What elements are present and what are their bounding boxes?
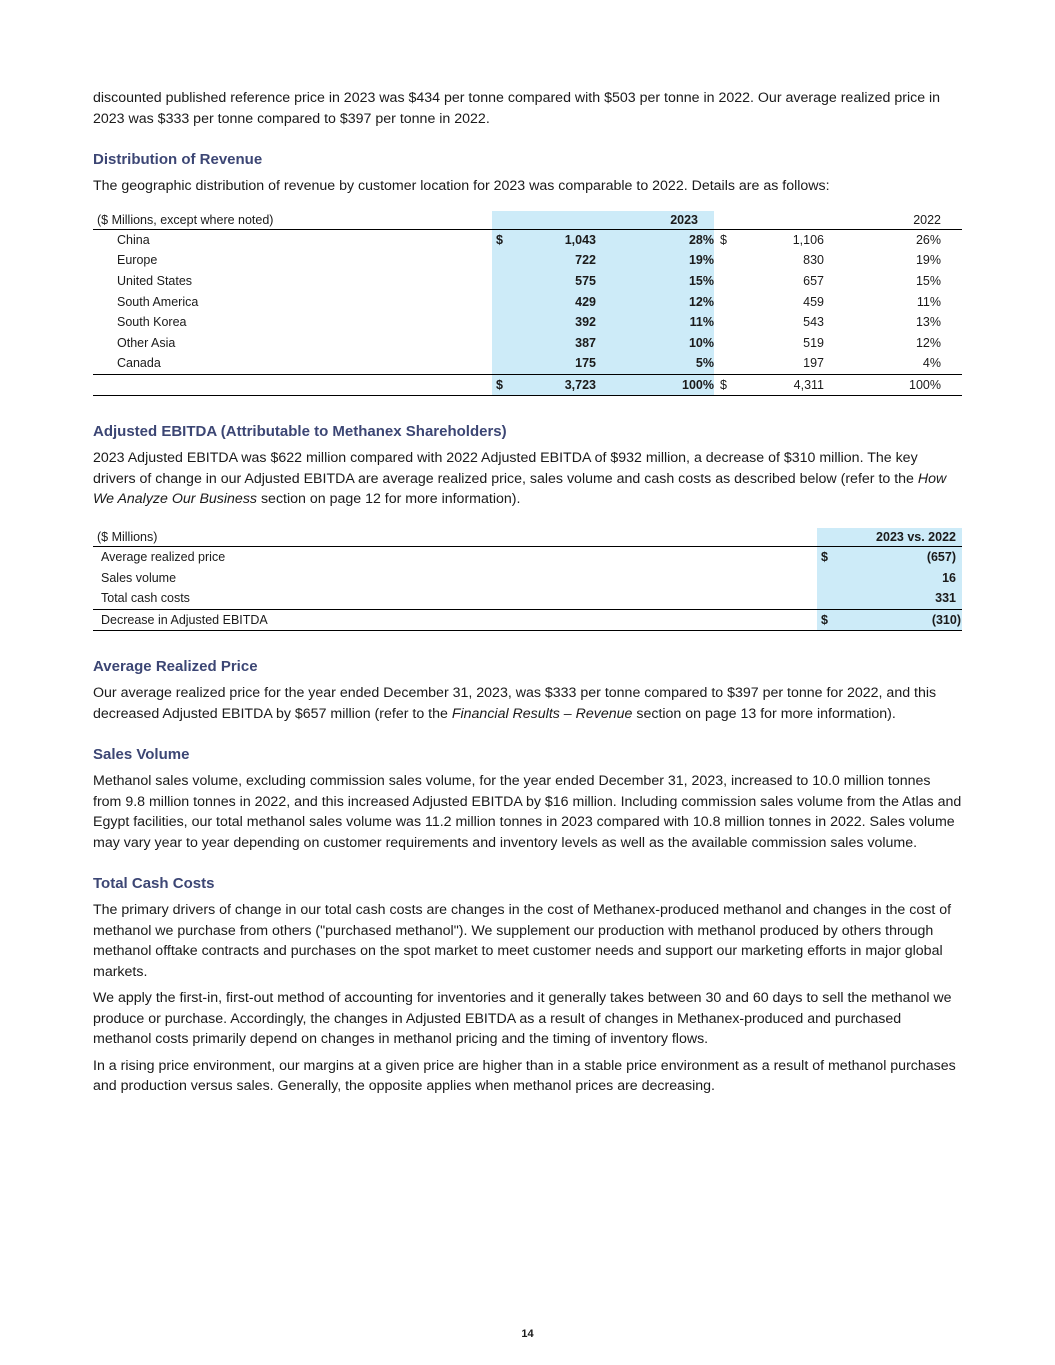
table-row [93, 567, 962, 588]
table-row [93, 250, 962, 271]
unit-label: ($ Millions, except where noted) [93, 211, 492, 230]
pct-2023: 28% [596, 229, 714, 250]
value-2022: 459 [803, 294, 824, 309]
table-row [93, 291, 962, 312]
region-label: China [117, 232, 150, 247]
pct-2023: 12% [596, 291, 714, 312]
table-header-row [93, 211, 962, 230]
currency-2022 [714, 271, 742, 292]
avg-price-paragraph: Our average realized price for the year ended December 31, 2023, was $333 per tonne compared to $397 per tonne for 2022, and this decreased Adjusted EBITDA by $657 million (refer to the Financial Results – Revenue section on page 13 for more information). [93, 685, 937, 722]
driver-currency: $ [817, 546, 847, 567]
table-total-row [93, 374, 962, 396]
pct-2023: 10% [596, 332, 714, 353]
revenue-distribution-table [93, 211, 962, 397]
currency-2023 [492, 312, 520, 333]
total-currency-2022: $ [714, 374, 742, 396]
driver-label: Total cash costs [101, 591, 190, 606]
pct-2022: 15% [915, 273, 941, 288]
pct-2022: 26% [915, 232, 941, 247]
table-row [93, 588, 962, 609]
ebitda-change-table [93, 528, 962, 631]
pct-2023: 5% [596, 353, 714, 374]
cash-costs-heading: Total Cash Costs [93, 875, 215, 893]
region-label: Other Asia [117, 335, 176, 350]
pct-2023: 11% [596, 312, 714, 333]
driver-value: 16 [847, 567, 962, 588]
value-2022: 543 [803, 315, 824, 330]
intro-paragraph: discounted published reference price in 2023 was $434 per tonne compared with $503 per tonne in 2022. Our average realized price in 2023 was $333 per tonne compared to $397 per tonne in 2022. [93, 90, 941, 127]
region-label: South Korea [117, 315, 187, 330]
total-pct-2022: 100% [824, 374, 941, 396]
pct-2022: 19% [915, 253, 941, 268]
cash-costs-paragraph-2: We apply the first-in, first-out method of accounting for inventories and it generally takes between 30 and 60 days to sell the methanol we produce or purchase. Accordingly, the changes in Adjusted EBITDA as a result of changes in Methanex-produced and purchased methanol costs primarily depend on changes in methanol pricing and the timing of inventory flows. [93, 990, 952, 1048]
total-currency: $ [817, 609, 847, 631]
driver-label: Average realized price [101, 550, 226, 565]
currency-2023 [492, 250, 520, 271]
col-header-2022: 2022 [824, 211, 941, 230]
currency-2023 [492, 291, 520, 312]
currency-2023: $ [492, 229, 520, 250]
total-label: Decrease in Adjusted EBITDA [93, 609, 817, 631]
table-row [93, 312, 962, 333]
region-label: Europe [117, 253, 158, 268]
page-number: 14 [521, 1328, 534, 1340]
driver-label: Sales volume [101, 570, 177, 585]
ebitda-paragraph: 2023 Adjusted EBITDA was $622 million compared with 2022 Adjusted EBITDA of $932 million, a decrease of $310 million. The key drivers of change in our Adjusted EBITDA are average realized price, sales volume and cash costs as described below (refer to the How We Analyze Our Business section on page 12 for more information). [93, 450, 947, 508]
driver-currency [817, 567, 847, 588]
page-content [93, 88, 962, 1097]
total-value: (310) [847, 609, 962, 631]
currency-2023 [492, 332, 520, 353]
distribution-paragraph: The geographic distribution of revenue by customer location for 2023 was comparable to 2022. Details are as follows: [93, 178, 830, 194]
currency-2022 [714, 312, 742, 333]
currency-2022 [714, 332, 742, 353]
table-total-row [93, 609, 962, 631]
total-pct-2023: 100% [596, 374, 714, 396]
currency-2023 [492, 353, 520, 374]
driver-value: (657) [847, 546, 962, 567]
total-value-2023: 3,723 [520, 374, 596, 396]
avg-price-heading: Average Realized Price [93, 658, 258, 676]
value-2022: 830 [803, 253, 824, 268]
table-header-row [93, 528, 962, 547]
currency-2022 [714, 250, 742, 271]
table-row [93, 229, 962, 250]
cash-costs-paragraph-1: The primary drivers of change in our total cash costs are changes in the cost of Methanex-produced methanol and changes in the cost of methanol we purchase from others ("purchased methanol"). We supplement our production with methanol produced by others through methanol offtake contracts and purchases on the spot market to meet customer needs and support our marketing efforts in major global markets. [93, 902, 952, 980]
currency-2022 [714, 353, 742, 374]
col-header-2023: 2023 [596, 211, 714, 230]
table-row [93, 353, 962, 374]
distribution-heading: Distribution of Revenue [93, 151, 263, 168]
sales-volume-heading: Sales Volume [93, 746, 190, 764]
value-2023: 429 [520, 291, 596, 312]
total-currency-2023: $ [492, 374, 520, 396]
value-2023: 387 [520, 332, 596, 353]
value-2023: 175 [520, 353, 596, 374]
currency-2022 [714, 291, 742, 312]
pct-2023: 15% [596, 271, 714, 292]
value-2023: 575 [520, 271, 596, 292]
value-2023: 392 [520, 312, 596, 333]
value-2022: 657 [803, 273, 824, 288]
pct-2022: 11% [916, 294, 941, 309]
table-row [93, 546, 962, 567]
pct-2022: 4% [922, 356, 941, 371]
pct-2022: 13% [915, 315, 941, 330]
table-row [93, 332, 962, 353]
driver-value: 331 [847, 588, 962, 609]
driver-currency [817, 588, 847, 609]
currency-2023 [492, 271, 520, 292]
cash-costs-paragraph-3: In a rising price environment, our margins at a given price are higher than in a stable price environment as a result of methanol purchases and production versus sales. Generally, the opposite applies when methanol prices are decreasing. [93, 1057, 956, 1095]
total-value-2022: 4,311 [742, 374, 824, 396]
pct-2023: 19% [596, 250, 714, 271]
unit-label: ($ Millions) [93, 528, 817, 547]
region-label: Canada [117, 356, 161, 371]
value-2023: 1,043 [520, 229, 596, 250]
currency-2022: $ [720, 232, 727, 247]
sales-volume-paragraph: Methanol sales volume, excluding commission sales volume, for the year ended December 31, 2023, increased to 10.0 million tonnes from 9.8 million tonnes in 2022, and this increased Adjusted EBITDA by $16 million. Including commission sales volume from the Atlas and Egypt facilities, our total methanol sales volume was 11.2 million tonnes in 2023 compared with 10.8 million tonnes in 2022. Sales volume may vary year to year depending on customer requirements and inventory levels as well as the available commission sales volume. [93, 773, 962, 851]
pct-2022: 12% [915, 335, 941, 350]
ebitda-heading: Adjusted EBITDA (Attributable to Methanex Shareholders) [93, 423, 507, 441]
value-2022: 1,106 [792, 232, 824, 247]
col-header-change: 2023 vs. 2022 [847, 528, 962, 547]
table-row [93, 271, 962, 292]
value-2022: 519 [803, 335, 824, 350]
value-2023: 722 [520, 250, 596, 271]
region-label: South America [117, 294, 199, 309]
region-label: United States [117, 273, 193, 288]
value-2022: 197 [803, 356, 824, 371]
